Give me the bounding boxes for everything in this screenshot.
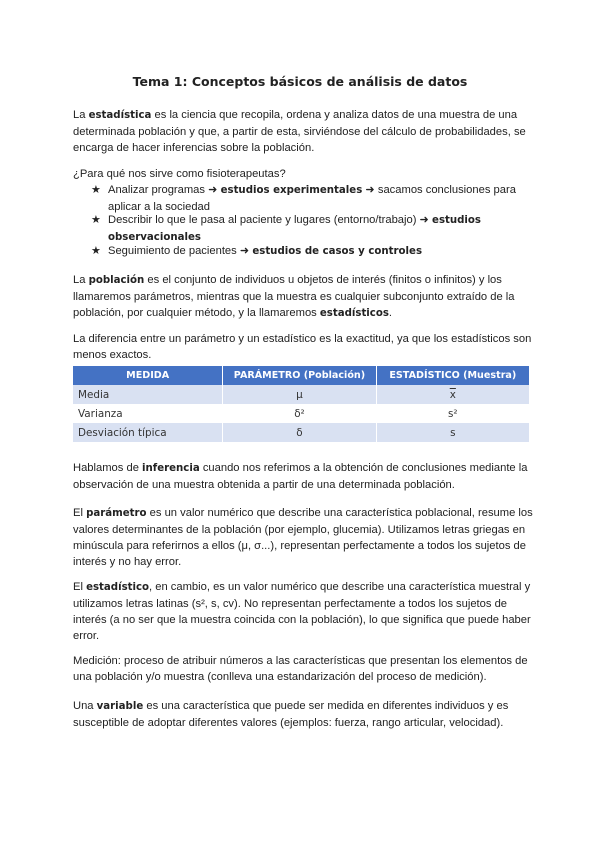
estadistico-paragraph [73, 579, 533, 644]
table-cell: Media [73, 385, 223, 404]
parametro-post: es un valor numérico que describe una característica poblacional, resume los valores determinantes de la población (por ejemplo, glucemia). Utilizamos letras griegas en minúscula para referirnos a ellos (μ, σ...), representan perfectamente a todos los sujetos de interés y no hay error. [73, 507, 533, 568]
table-cell: μ [223, 385, 376, 404]
parametro-pre: El [73, 507, 87, 519]
bullet-3-pre: Seguimiento de pacientes ➜ [108, 245, 253, 257]
table-row [73, 404, 529, 423]
poblacion-mid: es el conjunto de individuos u objetos de interés (finitos o infinitos) y los llamaremos parámetros, mientras que la muestra es cualquier subconjunto extraído de la población, por cualquier método, y la llamaremos [73, 274, 515, 319]
comparison-table [73, 366, 529, 442]
table-cell: s² [376, 404, 529, 423]
intro-pre: La [73, 109, 89, 121]
table-cell: $\overline{x}$ [376, 385, 529, 404]
star-icon: ★ [91, 214, 101, 226]
table-row [73, 423, 529, 442]
bullet-1-post: ➜ sacamos conclusiones para aplicar a la sociedad [108, 184, 516, 213]
intro-post: es la ciencia que recopila, ordena y analiza datos de una muestra de una determinada población y que, a partir de esta, sirviéndose del cálculo de probabilidades, se encarga de hacer inferencias sobre la población. [73, 109, 526, 154]
intro-term: estadística [88, 110, 152, 121]
table-row [73, 385, 529, 404]
inferencia-paragraph [73, 460, 533, 493]
table-cell: s [376, 423, 529, 442]
poblacion-term2: estadísticos [319, 308, 389, 319]
variable-term: variable [96, 701, 144, 712]
parametro-paragraph [73, 505, 533, 570]
table-cell: δ [223, 423, 376, 442]
table-header-cell: ESTADÍSTICO (Muestra) [376, 366, 529, 385]
variable-post: es una característica que puede ser medida en diferentes individuos y es susceptible de adoptar diferentes valores (ejemplos: fuerza, rango articular, velocidad). [73, 700, 509, 729]
variable-pre: Una [73, 700, 97, 712]
inferencia-pre: Hablamos de [73, 462, 143, 474]
table-header-row [73, 366, 529, 385]
variable-paragraph [73, 698, 533, 731]
question-paragraph: ¿Para qué nos sirve como fisioterapeutas? [73, 168, 286, 180]
table-cell: δ² [223, 404, 376, 423]
intro-paragraph [73, 107, 533, 156]
poblacion-paragraph [73, 272, 533, 322]
table-header-cell: MEDIDA [73, 366, 223, 385]
diferencia-paragraph: La diferencia entre un parámetro y un estadístico es la exactitud, ya que los estadísticos son menos exactos. [73, 333, 532, 361]
poblacion-post: . [388, 307, 393, 319]
inferencia-post: cuando nos referimos a la obtención de conclusiones mediante la observación de una muestra obtenida a partir de una determinada población. [73, 462, 528, 491]
estadistico-pre: El [73, 581, 87, 593]
bullet-1-term: estudios experimentales [220, 185, 363, 196]
parametro-term: parámetro [86, 508, 147, 519]
table-header-cell: PARÁMETRO (Población) [223, 366, 376, 385]
star-icon: ★ [91, 245, 101, 257]
inferencia-term: inferencia [142, 463, 200, 474]
bullet-1-pre: Analizar programas ➜ [108, 184, 221, 196]
star-icon: ★ [91, 184, 101, 196]
poblacion-pre: La [73, 274, 89, 286]
estadistico-term: estadístico [86, 582, 150, 593]
table-cell: Varianza [73, 404, 223, 423]
bullet-2-pre: Describir lo que le pasa al paciente y lugares (entorno/trabajo) ➜ [108, 214, 433, 226]
medicion-paragraph: Medición: proceso de atribuir números a las características que presentan los elementos de una población y/o muestra (conlleva una estandarización del proceso de medición). [73, 655, 528, 683]
bullet-3-term: estudios de casos y controles [252, 246, 423, 257]
bullet-2-term: estudios observacionales [108, 215, 481, 243]
poblacion-term: población [88, 275, 145, 286]
table-cell: Desviación típica [73, 423, 223, 442]
estadistico-post: , en cambio, es un valor numérico que describe una característica muestral y utilizamos letras latinas (s², s, cv). No representan perfectamente a todos los sujetos de interés (a no ser que la muestra coincida con la población), lo que significa que puede haber error. [73, 581, 531, 642]
page-title: Tema 1: Conceptos básicos de análisis de datos [132, 74, 468, 89]
